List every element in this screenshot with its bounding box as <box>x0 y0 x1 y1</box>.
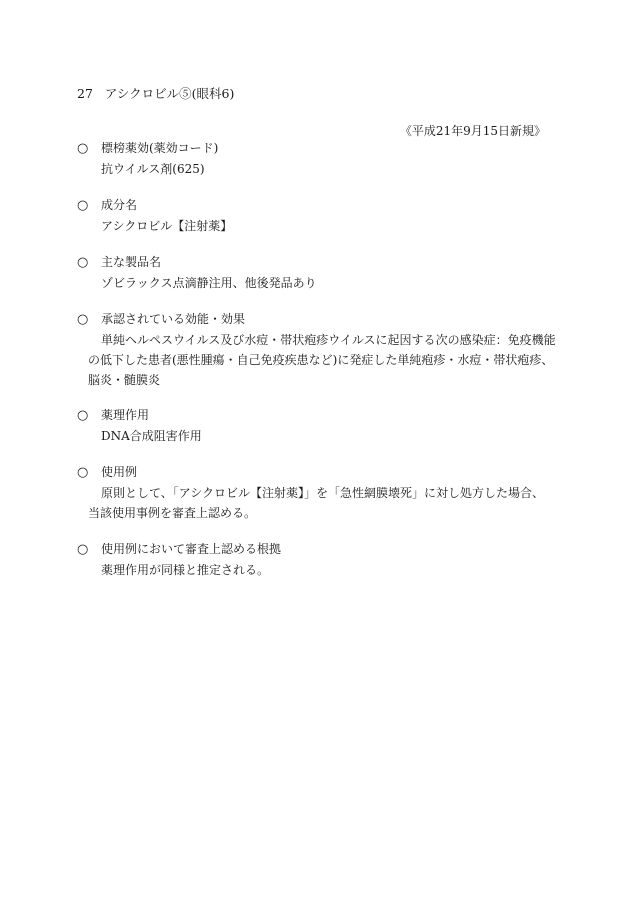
section-indication-category <box>77 138 555 179</box>
section-content-line: 脳炎・髄膜炎 <box>88 373 161 387</box>
section-review-rationale <box>77 539 555 580</box>
section-pharmacology <box>77 405 555 446</box>
section-content: アシクロビル【注射薬】 <box>101 219 233 233</box>
section-content-line: 当該使用事例を審査上認める。 <box>88 506 257 520</box>
section-content: ゾビラックス点滴静注用、他後発品あり <box>101 276 317 290</box>
section-content: 抗ウイルス剤(625) <box>101 162 205 176</box>
section-content-line: 単純ヘルペスウイルス及び水痘・帯状疱疹ウイルスに起因する次の感染症：免疫機能 <box>101 333 556 347</box>
document-title <box>77 84 234 102</box>
bullet-icon: ○ <box>77 198 89 213</box>
section-approved-indications <box>77 309 555 390</box>
section-content: 薬理作用が同様と推定される。 <box>101 563 270 577</box>
section-heading: 薬理作用 <box>101 408 150 422</box>
section-usage-example <box>77 462 555 523</box>
registration-date: 《平成21年9月15日新規》 <box>399 124 546 138</box>
bullet-icon: ○ <box>77 465 89 480</box>
section-heading: 承認されている効能・効果 <box>101 312 246 326</box>
bullet-icon: ○ <box>77 312 89 327</box>
section-heading: 使用例 <box>101 465 138 479</box>
bullet-icon: ○ <box>77 542 89 557</box>
section-content-line: の低下した患者(悪性腫瘍・自己免疫疾患など)に発症した単純疱疹・水痘・帯状疱疹、 <box>88 353 554 367</box>
section-content: DNA合成阻害作用 <box>101 429 202 443</box>
bullet-icon: ○ <box>77 141 89 156</box>
section-heading: 使用例において審査上認める根拠 <box>101 542 282 556</box>
section-product-names <box>77 252 555 293</box>
section-heading: 主な製品名 <box>101 255 162 269</box>
section-heading: 成分名 <box>101 198 138 212</box>
bullet-icon: ○ <box>77 408 89 423</box>
section-heading: 標榜薬効(薬効コード) <box>101 141 219 155</box>
document-number: 27 <box>77 86 93 101</box>
document-title-text: アシクロビル⑤(眼科6) <box>104 86 235 101</box>
section-ingredient-name <box>77 195 555 236</box>
section-content-line: 原則として、「アシクロビル【注射薬】」を「急性網膜壊死」に対し処方した場合、 <box>101 486 545 500</box>
bullet-icon: ○ <box>77 255 89 270</box>
